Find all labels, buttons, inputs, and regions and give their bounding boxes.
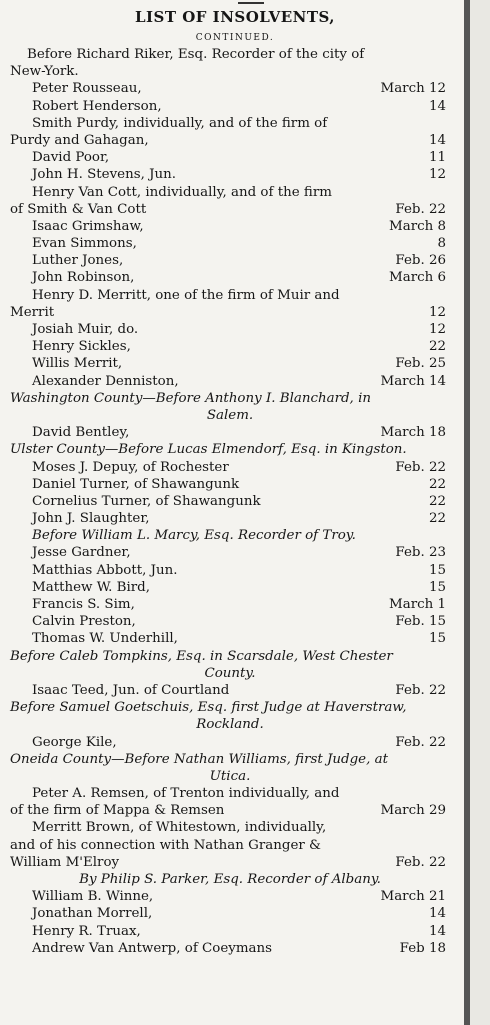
- list-line: [0, 682, 460, 699]
- court-heading: Utica.: [209, 768, 251, 784]
- entry-text: Luther Jones,: [32, 253, 124, 269]
- entry-text: Isaac Grimshaw,: [32, 218, 144, 234]
- entry-date: March 29: [380, 803, 446, 819]
- entry-text: Calvin Preston,: [32, 614, 136, 630]
- entry-text: Evan Simmons,: [32, 236, 137, 252]
- list-line: [0, 132, 460, 149]
- entry-text: Moses J. Depuy, of Rochester: [32, 459, 229, 475]
- list-line: [0, 527, 460, 544]
- list-line: [0, 716, 460, 733]
- list-line: [0, 510, 460, 527]
- entry-date: Feb. 23: [395, 545, 446, 561]
- entry-text: and of his connection with Nathan Granger &: [10, 837, 321, 853]
- list-line: [0, 46, 460, 63]
- entry-text: Willis Merrit,: [32, 356, 123, 372]
- entry-text: Henry Van Cott, individually, and of the firm: [32, 184, 332, 200]
- entry-text: Matthew W. Bird,: [32, 579, 151, 595]
- entry-text: Henry Sickles,: [32, 339, 131, 355]
- list-line: [0, 751, 460, 768]
- list-line: [0, 459, 460, 476]
- entry-text: Isaac Teed, Jun. of Courtland: [32, 682, 230, 698]
- list-line: [0, 424, 460, 441]
- entry-text: Andrew Van Antwerp, of Coeymans: [32, 940, 273, 956]
- entry-date: March 21: [380, 889, 446, 905]
- entry-date: 14: [428, 132, 446, 148]
- list-line: [0, 235, 460, 252]
- entry-date: 12: [428, 167, 446, 183]
- entry-text: Alexander Denniston,: [32, 373, 179, 389]
- entry-date: Feb. 15: [395, 614, 446, 630]
- list-line: [0, 871, 460, 888]
- entry-text: Francis S. Sim,: [32, 597, 135, 612]
- list-line: [0, 699, 460, 716]
- entry-text: New-York.: [10, 64, 79, 80]
- page-subtitle: CONTINUED.: [195, 33, 275, 43]
- list-line: [0, 544, 460, 561]
- list-line: [0, 269, 460, 286]
- court-heading: Oneida County—Before Nathan Williams, first Judge, at: [10, 751, 388, 767]
- entry-date: 15: [428, 631, 446, 647]
- court-heading: Before Samuel Goetschuis, Esq. first Judge at Haverstraw,: [10, 700, 407, 716]
- entry-date: March 14: [380, 373, 446, 389]
- court-heading: By Philip S. Parker, Esq. Recorder of Albany.: [79, 872, 381, 887]
- entry-text: Cornelius Turner, of Shawangunk: [32, 493, 261, 509]
- list-line: [0, 476, 460, 493]
- entry-text: Thomas W. Underhill,: [32, 631, 178, 647]
- entry-text: Merrit: [10, 304, 55, 320]
- list-line: [0, 166, 460, 183]
- entry-date: 8: [437, 236, 446, 252]
- list-line: [0, 149, 460, 166]
- entry-text: Matthias Abbott, Jun.: [32, 562, 178, 578]
- entry-date: 11: [428, 150, 446, 166]
- entry-date: March 8: [389, 218, 446, 234]
- entry-date: Feb. 26: [395, 253, 446, 269]
- list-line: [0, 562, 460, 579]
- list-line: [0, 854, 460, 871]
- court-heading: Salem.: [206, 407, 254, 423]
- entry-text: Josiah Muir, do.: [32, 322, 139, 337]
- list-line: [0, 98, 460, 115]
- list-line: [0, 338, 460, 355]
- list-line: [0, 888, 460, 905]
- entry-date: March 18: [380, 425, 446, 441]
- list-line: [0, 493, 460, 510]
- list-line: [0, 373, 460, 390]
- court-heading: Rockland.: [196, 717, 264, 733]
- court-heading: County.: [204, 665, 256, 681]
- list-line: [0, 596, 460, 613]
- entry-text: Henry D. Merritt, one of the firm of Muir and: [32, 287, 340, 303]
- entry-text: John Robinson,: [32, 270, 135, 286]
- list-line: [0, 579, 460, 596]
- list-line: [0, 923, 460, 940]
- entry-text: William B. Winne,: [32, 889, 154, 905]
- page-edge: [470, 0, 490, 1025]
- court-heading: Washington County—Before Anthony I. Blanchard, in: [10, 390, 371, 406]
- entry-text: David Bentley,: [32, 425, 130, 441]
- list-line: [0, 304, 460, 321]
- entry-date: 14: [428, 98, 446, 114]
- list-line: [0, 648, 460, 665]
- entry-date: Feb. 25: [395, 356, 446, 372]
- list-line: [0, 80, 460, 97]
- list-line: [0, 252, 460, 269]
- entry-text: Jonathan Morrell,: [32, 906, 153, 922]
- entry-text: of the firm of Mappa & Remsen: [10, 803, 225, 819]
- list-line: [0, 802, 460, 819]
- entry-date: 22: [428, 476, 446, 492]
- entry-date: 12: [428, 304, 446, 320]
- insolvent-list: [0, 46, 460, 957]
- list-line: [0, 630, 460, 647]
- entry-text: Purdy and Gahagan,: [10, 132, 149, 148]
- entry-text: Peter A. Remsen, of Trenton individually, and: [32, 786, 340, 802]
- entry-text: Daniel Turner, of Shawangunk: [32, 476, 240, 492]
- entry-date: 22: [428, 339, 446, 355]
- entry-text: Smith Purdy, individually, and of the firm of: [32, 115, 328, 131]
- entry-text: Henry R. Truax,: [32, 923, 141, 939]
- court-heading: Before Caleb Tompkins, Esq. in Scarsdale, West Chester: [10, 648, 393, 664]
- entry-date: March 1: [389, 597, 446, 612]
- entry-date: Feb. 22: [395, 459, 446, 475]
- list-line: [0, 785, 460, 802]
- court-heading: Ulster County—Before Lucas Elmendorf, Esq. in Kingston.: [10, 442, 407, 458]
- list-line: [0, 355, 460, 372]
- list-line: [0, 390, 460, 407]
- list-line: [0, 321, 460, 338]
- list-line: [0, 905, 460, 922]
- list-line: [0, 837, 460, 854]
- list-line: [0, 201, 460, 218]
- entry-date: March 6: [389, 270, 446, 286]
- entry-date: 12: [428, 322, 446, 337]
- list-line: [0, 184, 460, 201]
- list-line: [0, 734, 460, 751]
- page-title: LIST OF INSOLVENTS,: [134, 8, 336, 26]
- list-line: [0, 665, 460, 682]
- list-line: [0, 613, 460, 630]
- list-line: [0, 940, 460, 957]
- entry-text: William M'Elroy: [10, 854, 120, 870]
- list-line: [0, 63, 460, 80]
- list-line: [0, 407, 460, 424]
- entry-text: David Poor,: [32, 150, 110, 166]
- court-heading: Before William L. Marcy, Esq. Recorder of Troy.: [32, 528, 356, 544]
- entry-date: 14: [428, 906, 446, 922]
- entry-date: Feb. 22: [395, 854, 446, 870]
- entry-date: Feb. 22: [395, 201, 446, 217]
- list-line: [0, 819, 460, 836]
- list-line: [0, 441, 460, 458]
- entry-date: Feb. 22: [395, 734, 446, 750]
- entry-date: Feb 18: [399, 940, 446, 956]
- entry-text: Before Richard Riker, Esq. Recorder of the city of: [27, 47, 365, 62]
- entry-text: George Kile,: [32, 734, 117, 750]
- top-rule: [238, 2, 264, 4]
- entry-text: John H. Stevens, Jun.: [32, 167, 176, 183]
- entry-date: 14: [428, 923, 446, 939]
- entry-date: 15: [428, 579, 446, 595]
- list-line: [0, 768, 460, 785]
- entry-date: 15: [428, 562, 446, 578]
- list-line: [0, 287, 460, 304]
- entry-date: 22: [428, 511, 446, 527]
- entry-text: John J. Slaughter,: [32, 511, 150, 527]
- entry-text: of Smith & Van Cott: [10, 201, 147, 217]
- entry-text: Merritt Brown, of Whitestown, individually,: [32, 820, 327, 836]
- list-line: [0, 115, 460, 132]
- list-line: [0, 218, 460, 235]
- entry-date: Feb. 22: [395, 682, 446, 698]
- entry-date: 22: [428, 493, 446, 509]
- entry-date: March 12: [380, 81, 446, 97]
- entry-text: Robert Henderson,: [32, 98, 162, 114]
- entry-text: Peter Rousseau,: [32, 81, 142, 97]
- entry-text: Jesse Gardner,: [32, 545, 131, 561]
